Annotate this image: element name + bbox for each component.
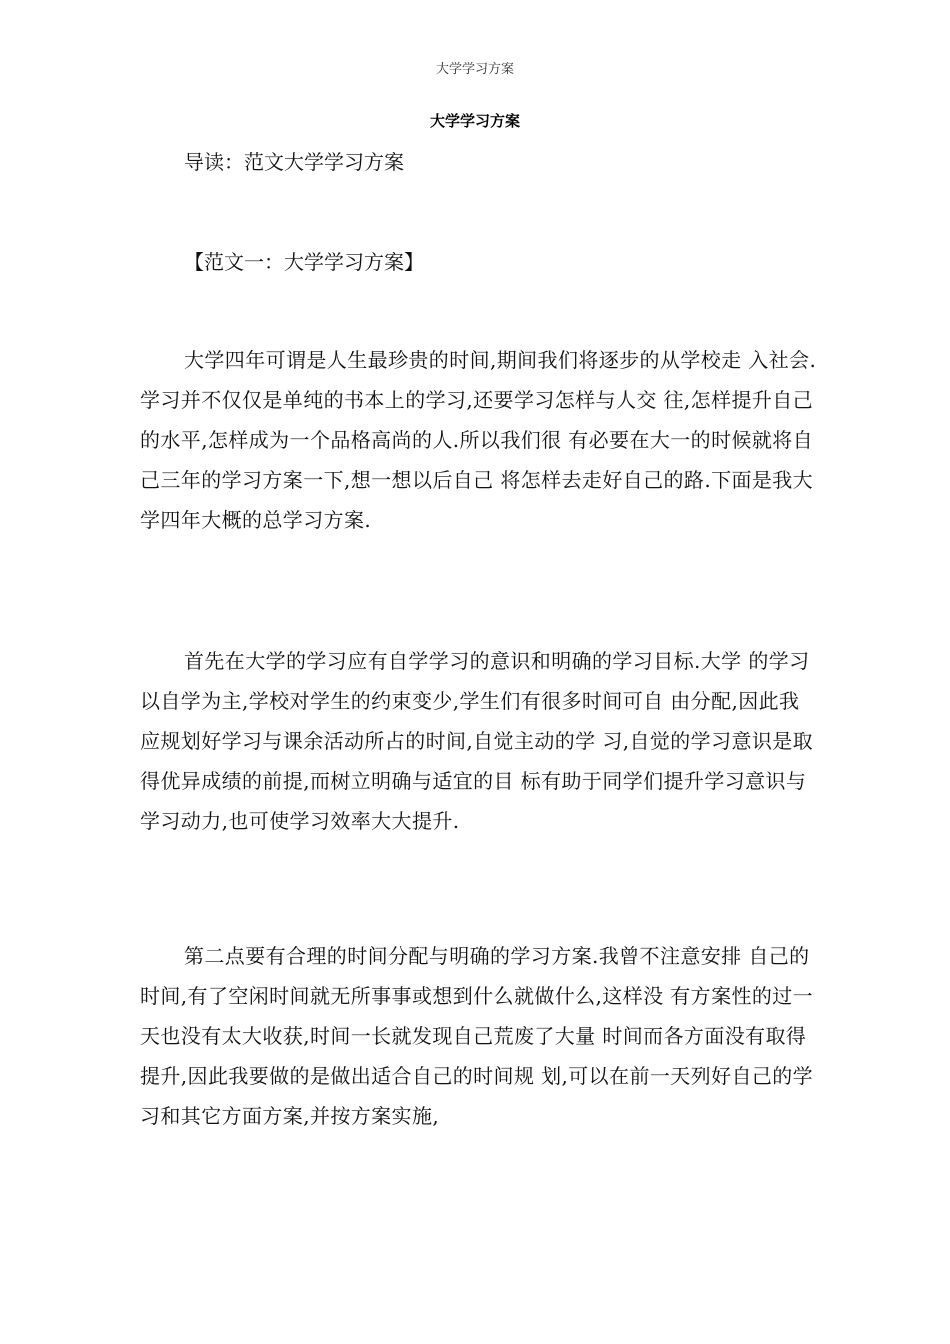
- document-title: 大学学习方案: [429, 112, 520, 130]
- paragraph-line: 应规划好学习与课余活动所占的时间,自觉主动的学 习,自觉的学习意识是取: [140, 729, 814, 753]
- paragraph-line: 首先在大学的学习应有自学学习的意识和明确的学习目标.大学 的学习: [184, 649, 810, 673]
- paragraph-3: [140, 936, 830, 1136]
- paragraph-line: 学习动力,也可使学习效率大大提升.: [140, 809, 460, 833]
- running-header: 大学学习方案: [435, 62, 514, 77]
- paragraph-line: 以自学为主,学校对学生的约束变少,学生们有很多时间可自 由分配,因此我: [140, 689, 800, 713]
- paragraph-line: 大学四年可谓是人生最珍贵的时间,期间我们将逐步的从学校走 入社会.: [184, 348, 817, 372]
- paragraph-1: [140, 340, 830, 540]
- intro-line: 导读：范文大学学习方案: [184, 150, 404, 174]
- paragraph-line: 习和其它方面方案,并按方案实施,: [140, 1104, 440, 1128]
- paragraph-line: 时间,有了空闲时间就无所事事或想到什么就做什么,这样没 有方案性的过一: [140, 984, 814, 1008]
- section-heading: 【范文一：大学学习方案】: [184, 250, 424, 274]
- paragraph-line: 第二点要有合理的时间分配与明确的学习方案.我曾不注意安排 自己的: [184, 944, 810, 968]
- paragraph-2: [140, 641, 830, 841]
- paragraph-line: 的水平,怎样成为一个品格高尚的人.所以我们很 有必要在大一的时候就将自: [140, 428, 814, 452]
- paragraph-line: 学习并不仅仅是单纯的书本上的学习,还要学习怎样与人交 往,怎样提升自己: [140, 388, 814, 412]
- paragraph-line: 得优异成绩的前提,而树立明确与适宜的目 标有助于同学们提升学习意识与: [140, 769, 807, 793]
- paragraph-line: 己三年的学习方案一下,想一想以后自己 将怎样去走好自己的路.下面是我大: [140, 468, 814, 492]
- paragraph-line: 提升,因此我要做的是做出适合自己的时间规 划,可以在前一天列好自己的学: [140, 1064, 814, 1088]
- paragraph-line: 学四年大概的总学习方案.: [140, 508, 372, 532]
- paragraph-line: 天也没有太大收获,时间一长就发现自己荒废了大量 时间而各方面没有取得: [140, 1024, 807, 1048]
